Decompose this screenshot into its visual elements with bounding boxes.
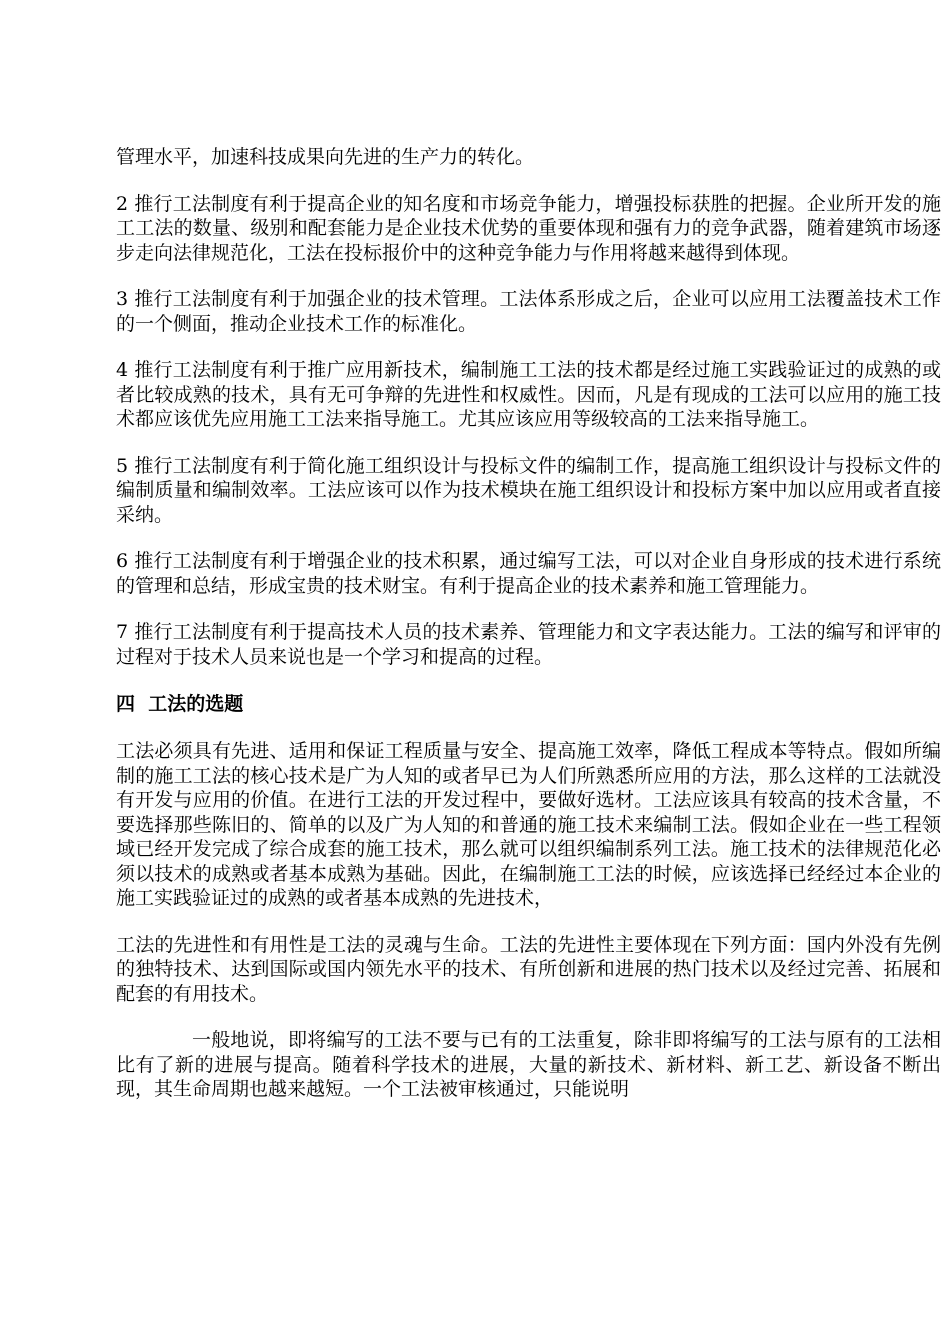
paragraph-point-7: 7 推行工法制度有利于提高技术人员的技术素养、管理能力和文字表达能力。工法的编写和评审的过程对于技术人员来说也是一个学习和提高的过程。 <box>116 621 941 668</box>
paragraph-intro-continuation: 管理水平，加速科技成果向先进的生产力的转化。 <box>116 146 535 168</box>
paragraph-point-6: 6 推行工法制度有利于增强企业的技术积累，通过编写工法，可以对企业自身形成的技术进行系统的管理和总结，形成宝贵的技术财宝。有利于提高企业的技术素养和施工管理能力。 <box>116 550 941 597</box>
paragraph-no-duplication: 一般地说，即将编写的工法不要与已有的工法重复，除非即将编写的工法与原有的工法相比有了新的进展与提高。随着科学技术的进展，大量的新技术、新材料、新工艺、新设备不断出现，其生命周期也越来越短。一个工法被审核通过，只能说明 <box>116 1029 941 1100</box>
paragraph-point-4: 4 推行工法制度有利于推广应用新技术，编制施工工法的技术都是经过施工实践验证过的成熟的或者比较成熟的技术，具有无可争辩的先进性和权威性。因而，凡是有现成的工法可以应用的施工技术都应该优先应用施工工法来指导施工。尤其应该应用等级较高的工法来指导施工。 <box>116 359 941 430</box>
paragraph-advancement: 工法的先进性和有用性是工法的灵魂与生命。工法的先进性主要体现在下列方面：国内外没有先例的独特技术、达到国际或国内领先水平的技术、有所创新和进展的热门技术以及经过完善、拓展和配套的有用技术。 <box>116 933 941 1005</box>
section-heading: 四 工法的选题 <box>116 693 244 715</box>
paragraph-point-3: 3 推行工法制度有利于加强企业的技术管理。工法体系形成之后，企业可以应用工法覆盖技术工作的一个侧面，推动企业技术工作的标准化。 <box>116 288 941 335</box>
paragraph-point-2: 2 推行工法制度有利于提高企业的知名度和市场竞争能力，增强投标获胜的把握。企业所开发的施工工法的数量、级别和配套能力是企业技术优势的重要体现和强有力的竞争武器，随着建筑市场逐步走向法律规范化，工法在投标报价中的这种竞争能力与作用将越来越得到体现。 <box>116 192 941 264</box>
document-page <box>116 145 941 1124</box>
paragraph-point-5: 5 推行工法制度有利于简化施工组织设计与投标文件的编制工作，提高施工组织设计与投标文件的编制质量和编制效率。工法应该可以作为技术模块在施工组织设计和投标方案中加以应用或者直接采纳。 <box>116 454 941 526</box>
paragraph-topic-selection: 工法必须具有先进、适用和保证工程质量与安全、提高施工效率，降低工程成本等特点。假如所编制的施工工法的核心技术是广为人知的或者早已为人们所熟悉所应用的方法，那么这样的工法就没有开发与应用的价值。在进行工法的开发过程中，要做好选材。工法应该具有较高的技术含量，不要选择那些陈旧的、简单的以及广为人知的和普通的施工技术来编制工法。假如企业在一些工程领域已经开发完成了综合成套的施工技术，那么就可以组织编制系列工法。施工技术的法律规范化必须以技术的成熟或者基本成熟为基础。因此，在编制施工工法的时候，应该选择已经经过本企业的施工实践验证过的成熟的或者基本成熟的先进技术， <box>116 740 941 909</box>
